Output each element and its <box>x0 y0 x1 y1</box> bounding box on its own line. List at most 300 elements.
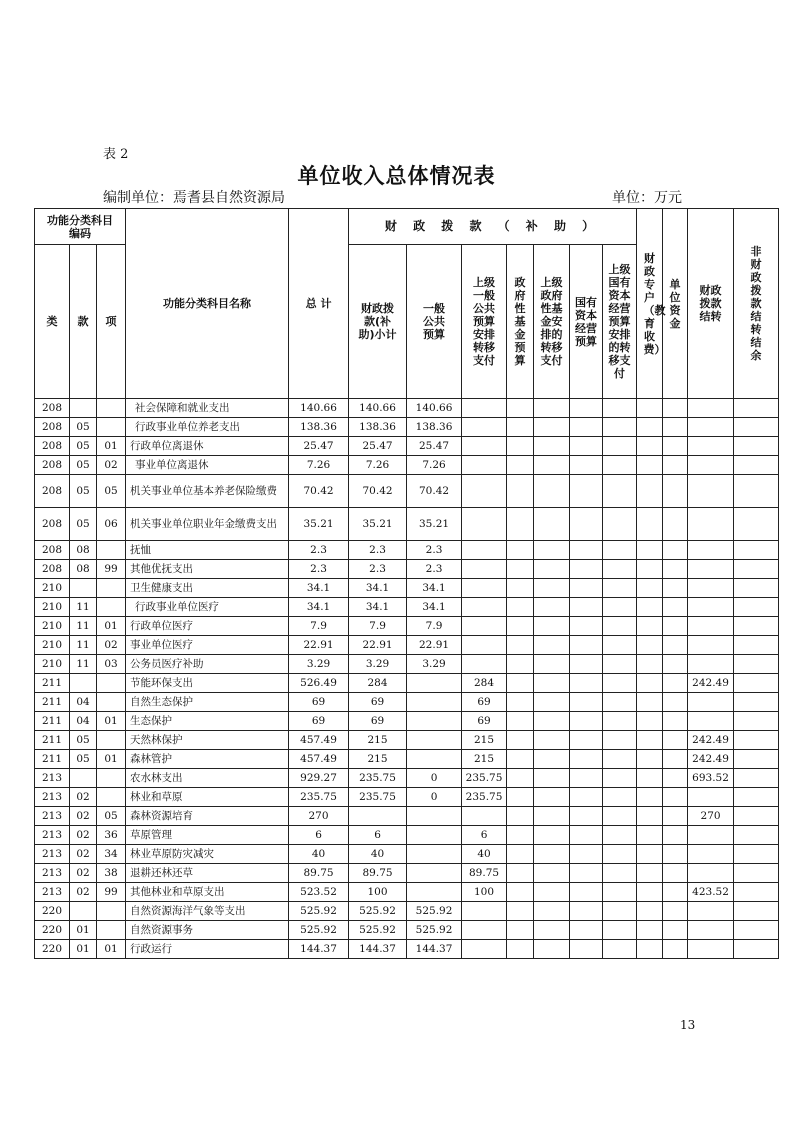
xiang-cell: 38 <box>97 864 126 883</box>
total-cell: 2.3 <box>289 560 349 579</box>
table-row <box>35 845 779 864</box>
table-row <box>35 399 779 418</box>
non-fiscal-carry-cell <box>734 541 779 560</box>
xiang-cell <box>97 921 126 940</box>
upper-gov-fund-cell <box>534 541 570 560</box>
kuan-cell: 11 <box>70 636 97 655</box>
non-fiscal-carry-cell <box>734 437 779 456</box>
state-capital-cell <box>570 655 603 674</box>
table-row <box>35 418 779 437</box>
gov-fund-cell <box>507 508 534 541</box>
upper-gov-fund-cell <box>534 921 570 940</box>
general-budget-cell <box>407 712 462 731</box>
fiscal-carry-cell <box>688 655 734 674</box>
total-cell: 525.92 <box>289 902 349 921</box>
kuan-cell: 05 <box>70 475 97 508</box>
gov-fund-cell <box>507 475 534 508</box>
xiang-cell: 99 <box>97 560 126 579</box>
upper-general-cell <box>462 617 507 636</box>
kuan-cell: 05 <box>70 456 97 475</box>
upper-state-capital-cell <box>603 712 637 731</box>
upper-gov-fund-cell <box>534 883 570 902</box>
state-capital-cell <box>570 864 603 883</box>
table-row <box>35 598 779 617</box>
general-budget-cell: 7.26 <box>407 456 462 475</box>
lei-cell: 220 <box>35 940 70 959</box>
item-name-cell: 森林资源培育 <box>126 807 289 826</box>
table-row <box>35 541 779 560</box>
fiscal-carry-cell <box>688 864 734 883</box>
unit-fund-cell <box>663 418 688 437</box>
item-name-cell: 生态保护 <box>126 712 289 731</box>
lei-cell: 211 <box>35 750 70 769</box>
unit-fund-cell <box>663 399 688 418</box>
xiang-cell: 02 <box>97 636 126 655</box>
state-capital-cell <box>570 674 603 693</box>
special-fund-cell <box>637 921 663 940</box>
unit-fund-header: 单位资金 <box>663 209 688 399</box>
total-cell: 3.29 <box>289 655 349 674</box>
upper-state-capital-cell <box>603 456 637 475</box>
table-row <box>35 579 779 598</box>
table-row <box>35 617 779 636</box>
fiscal-subtotal-cell: 22.91 <box>349 636 407 655</box>
total-cell: 7.9 <box>289 617 349 636</box>
total-cell: 22.91 <box>289 636 349 655</box>
table-row <box>35 807 779 826</box>
general-budget-cell <box>407 693 462 712</box>
fiscal-subtotal-cell: 100 <box>349 883 407 902</box>
gov-fund-cell <box>507 788 534 807</box>
non-fiscal-carry-cell <box>734 788 779 807</box>
fiscal-subtotal-cell: 235.75 <box>349 769 407 788</box>
upper-gov-fund-cell <box>534 655 570 674</box>
upper-general-cell: 235.75 <box>462 788 507 807</box>
special-fund-cell <box>637 418 663 437</box>
general-budget-cell <box>407 883 462 902</box>
upper-state-capital-cell <box>603 418 637 437</box>
general-budget-cell: 3.29 <box>407 655 462 674</box>
special-fund-cell <box>637 399 663 418</box>
upper-state-capital-cell <box>603 693 637 712</box>
gov-fund-cell <box>507 456 534 475</box>
fiscal-subtotal-cell: 140.66 <box>349 399 407 418</box>
func-code-header: 功能分类科目编码 <box>35 209 126 245</box>
unit-fund-cell <box>663 579 688 598</box>
xiang-cell: 99 <box>97 883 126 902</box>
special-fund-cell <box>637 456 663 475</box>
state-capital-cell <box>570 731 603 750</box>
special-fund-cell <box>637 712 663 731</box>
table-row <box>35 437 779 456</box>
upper-state-capital-cell <box>603 560 637 579</box>
special-fund-cell <box>637 731 663 750</box>
special-fund-cell <box>637 674 663 693</box>
xiang-cell: 36 <box>97 826 126 845</box>
xiang-cell: 01 <box>97 437 126 456</box>
lei-cell: 210 <box>35 598 70 617</box>
general-budget-header: 一般公共预算 <box>407 245 462 399</box>
xiang-cell <box>97 399 126 418</box>
general-budget-cell: 35.21 <box>407 508 462 541</box>
non-fiscal-carry-cell <box>734 750 779 769</box>
special-fund-cell <box>637 598 663 617</box>
unit-fund-cell <box>663 826 688 845</box>
fiscal-subtotal-cell: 215 <box>349 731 407 750</box>
unit-fund-cell <box>663 541 688 560</box>
fiscal-subtotal-header: 财政拨款(补助)小计 <box>349 245 407 399</box>
special-fund-cell <box>637 541 663 560</box>
fiscal-subtotal-cell: 7.26 <box>349 456 407 475</box>
fiscal-subtotal-cell: 3.29 <box>349 655 407 674</box>
kuan-cell: 08 <box>70 541 97 560</box>
unit-fund-cell <box>663 940 688 959</box>
lei-cell: 210 <box>35 636 70 655</box>
kuan-cell <box>70 579 97 598</box>
state-capital-cell <box>570 921 603 940</box>
state-capital-cell <box>570 750 603 769</box>
fiscal-carry-cell <box>688 712 734 731</box>
kuan-cell <box>70 674 97 693</box>
xiang-cell <box>97 769 126 788</box>
item-name-cell: 其他林业和草原支出 <box>126 883 289 902</box>
table-number: 表 2 <box>103 147 129 162</box>
fiscal-carry-header: 财政拨款结转 <box>688 209 734 399</box>
fiscal-subtotal-cell: 7.9 <box>349 617 407 636</box>
kuan-cell: 02 <box>70 845 97 864</box>
lei-header: 类 <box>35 245 70 399</box>
gov-fund-cell <box>507 864 534 883</box>
gov-fund-cell <box>507 437 534 456</box>
non-fiscal-carry-cell <box>734 579 779 598</box>
gov-fund-cell <box>507 598 534 617</box>
table-row <box>35 769 779 788</box>
general-budget-cell: 7.9 <box>407 617 462 636</box>
general-budget-cell <box>407 864 462 883</box>
total-cell: 929.27 <box>289 769 349 788</box>
general-budget-cell: 34.1 <box>407 579 462 598</box>
fiscal-carry-cell <box>688 418 734 437</box>
lei-cell: 220 <box>35 921 70 940</box>
gov-fund-cell <box>507 731 534 750</box>
state-capital-cell <box>570 579 603 598</box>
upper-general-cell <box>462 940 507 959</box>
xiang-cell <box>97 902 126 921</box>
upper-general-cell <box>462 902 507 921</box>
xiang-cell: 34 <box>97 845 126 864</box>
lei-cell: 213 <box>35 769 70 788</box>
gov-fund-header: 政府性基金预算 <box>507 245 534 399</box>
state-capital-cell <box>570 541 603 560</box>
special-fund-cell <box>637 560 663 579</box>
kuan-cell: 02 <box>70 788 97 807</box>
fiscal-carry-cell: 693.52 <box>688 769 734 788</box>
upper-state-capital-cell <box>603 807 637 826</box>
lei-cell: 210 <box>35 655 70 674</box>
fiscal-subtotal-cell: 138.36 <box>349 418 407 437</box>
special-fund-cell <box>637 902 663 921</box>
upper-state-capital-cell <box>603 750 637 769</box>
xiang-cell <box>97 418 126 437</box>
non-fiscal-carry-cell <box>734 864 779 883</box>
lei-cell: 208 <box>35 560 70 579</box>
non-fiscal-carry-cell <box>734 940 779 959</box>
unit-fund-cell <box>663 883 688 902</box>
upper-gov-fund-cell <box>534 807 570 826</box>
special-fund-cell <box>637 845 663 864</box>
fiscal-subtotal-cell: 215 <box>349 750 407 769</box>
non-fiscal-carry-cell <box>734 883 779 902</box>
fiscal-carry-cell <box>688 399 734 418</box>
general-budget-cell <box>407 731 462 750</box>
non-fiscal-carry-cell <box>734 636 779 655</box>
gov-fund-cell <box>507 399 534 418</box>
upper-general-cell <box>462 418 507 437</box>
compiling-unit: 编制单位：焉耆县自然资源局 <box>103 190 285 206</box>
upper-gov-fund-cell <box>534 902 570 921</box>
state-capital-cell <box>570 475 603 508</box>
kuan-cell: 05 <box>70 731 97 750</box>
state-capital-cell <box>570 418 603 437</box>
state-capital-cell <box>570 826 603 845</box>
unit-fund-cell <box>663 475 688 508</box>
upper-gov-fund-cell <box>534 418 570 437</box>
fiscal-subtotal-cell: 144.37 <box>349 940 407 959</box>
fiscal-carry-cell: 242.49 <box>688 750 734 769</box>
xiang-cell <box>97 731 126 750</box>
general-budget-cell: 138.36 <box>407 418 462 437</box>
unit-fund-cell <box>663 788 688 807</box>
state-capital-cell <box>570 902 603 921</box>
xiang-cell <box>97 674 126 693</box>
upper-general-cell <box>462 437 507 456</box>
kuan-cell: 02 <box>70 864 97 883</box>
special-fund-cell <box>637 693 663 712</box>
item-name-cell: 节能环保支出 <box>126 674 289 693</box>
fiscal-carry-cell <box>688 617 734 636</box>
total-cell: 25.47 <box>289 437 349 456</box>
upper-general-cell: 235.75 <box>462 769 507 788</box>
unit-fund-cell <box>663 845 688 864</box>
upper-state-capital-cell <box>603 940 637 959</box>
item-name-cell: 行政单位医疗 <box>126 617 289 636</box>
table-row <box>35 674 779 693</box>
table-row <box>35 693 779 712</box>
non-fiscal-carry-cell <box>734 769 779 788</box>
lei-cell: 208 <box>35 456 70 475</box>
general-budget-cell: 2.3 <box>407 560 462 579</box>
xiang-cell: 01 <box>97 617 126 636</box>
kuan-cell: 11 <box>70 617 97 636</box>
gov-fund-cell <box>507 807 534 826</box>
unit-fund-cell <box>663 560 688 579</box>
upper-gov-fund-cell <box>534 399 570 418</box>
item-name-cell: 社会保障和就业支出 <box>126 399 289 418</box>
gov-fund-cell <box>507 560 534 579</box>
total-cell: 526.49 <box>289 674 349 693</box>
xiang-cell <box>97 788 126 807</box>
table-row <box>35 826 779 845</box>
fiscal-carry-cell <box>688 598 734 617</box>
item-name-cell: 林业草原防灾减灾 <box>126 845 289 864</box>
upper-gov-fund-cell <box>534 788 570 807</box>
upper-general-cell <box>462 598 507 617</box>
gov-fund-cell <box>507 750 534 769</box>
state-capital-cell <box>570 508 603 541</box>
unit-fund-cell <box>663 731 688 750</box>
upper-state-capital-cell <box>603 399 637 418</box>
total-cell: 35.21 <box>289 508 349 541</box>
fiscal-subtotal-cell: 2.3 <box>349 541 407 560</box>
total-cell: 69 <box>289 712 349 731</box>
upper-gov-fund-cell <box>534 437 570 456</box>
upper-general-header: 上级一般公共预算安排转移支付 <box>462 245 507 399</box>
gov-fund-cell <box>507 883 534 902</box>
kuan-cell: 08 <box>70 560 97 579</box>
state-capital-cell <box>570 560 603 579</box>
state-capital-cell <box>570 399 603 418</box>
non-fiscal-carry-cell <box>734 693 779 712</box>
fiscal-carry-cell: 242.49 <box>688 731 734 750</box>
unit-fund-cell <box>663 921 688 940</box>
general-budget-cell: 2.3 <box>407 541 462 560</box>
non-fiscal-carry-cell <box>734 731 779 750</box>
table-row <box>35 456 779 475</box>
lei-cell: 213 <box>35 883 70 902</box>
table-row <box>35 902 779 921</box>
fiscal-carry-cell <box>688 788 734 807</box>
gov-fund-cell <box>507 693 534 712</box>
non-fiscal-carry-cell <box>734 712 779 731</box>
unit-fund-cell <box>663 456 688 475</box>
unit-fund-cell <box>663 617 688 636</box>
upper-general-cell <box>462 579 507 598</box>
unit-fund-cell <box>663 750 688 769</box>
item-name-cell: 抚恤 <box>126 541 289 560</box>
fiscal-carry-cell <box>688 636 734 655</box>
gov-fund-cell <box>507 712 534 731</box>
non-fiscal-carry-cell <box>734 399 779 418</box>
total-cell: 34.1 <box>289 579 349 598</box>
table-row <box>35 636 779 655</box>
upper-state-capital-cell <box>603 579 637 598</box>
total-cell: 235.75 <box>289 788 349 807</box>
lei-cell: 211 <box>35 731 70 750</box>
special-fund-cell <box>637 864 663 883</box>
kuan-cell: 01 <box>70 921 97 940</box>
upper-gov-fund-cell <box>534 456 570 475</box>
upper-gov-fund-cell <box>534 598 570 617</box>
state-capital-cell <box>570 769 603 788</box>
upper-general-cell <box>462 636 507 655</box>
table-row <box>35 864 779 883</box>
special-fund-cell <box>637 883 663 902</box>
xiang-cell <box>97 541 126 560</box>
xiang-cell <box>97 693 126 712</box>
upper-state-capital-cell <box>603 541 637 560</box>
kuan-cell <box>70 902 97 921</box>
total-cell: 2.3 <box>289 541 349 560</box>
state-capital-cell <box>570 807 603 826</box>
special-fund-cell <box>637 475 663 508</box>
lei-cell: 213 <box>35 788 70 807</box>
fiscal-subtotal-cell: 525.92 <box>349 921 407 940</box>
lei-cell: 211 <box>35 712 70 731</box>
fiscal-carry-cell <box>688 437 734 456</box>
kuan-cell: 02 <box>70 883 97 902</box>
non-fiscal-carry-cell <box>734 921 779 940</box>
kuan-cell: 04 <box>70 712 97 731</box>
special-fund-cell <box>637 617 663 636</box>
item-name-cell: 机关事业单位职业年金缴费支出 <box>126 508 289 541</box>
table-row <box>35 655 779 674</box>
fiscal-subtotal-cell: 35.21 <box>349 508 407 541</box>
fiscal-subtotal-cell: 2.3 <box>349 560 407 579</box>
upper-general-cell: 69 <box>462 712 507 731</box>
item-name-cell: 卫生健康支出 <box>126 579 289 598</box>
upper-general-cell <box>462 655 507 674</box>
upper-state-capital-cell <box>603 845 637 864</box>
fiscal-carry-cell <box>688 845 734 864</box>
non-fiscal-carry-cell <box>734 902 779 921</box>
upper-gov-fund-header: 上级政府性基金安排的转移支付 <box>534 245 570 399</box>
upper-general-cell: 40 <box>462 845 507 864</box>
non-fiscal-carry-header: 非财政拨款结转结余 <box>734 209 779 399</box>
gov-fund-cell <box>507 541 534 560</box>
non-fiscal-carry-cell <box>734 826 779 845</box>
upper-state-capital-cell <box>603 655 637 674</box>
general-budget-cell: 0 <box>407 769 462 788</box>
upper-gov-fund-cell <box>534 475 570 508</box>
general-budget-cell: 525.92 <box>407 902 462 921</box>
upper-general-cell <box>462 560 507 579</box>
fiscal-subtotal-cell: 25.47 <box>349 437 407 456</box>
upper-gov-fund-cell <box>534 636 570 655</box>
item-name-cell: 行政事业单位医疗 <box>126 598 289 617</box>
table-row <box>35 788 779 807</box>
kuan-cell <box>70 769 97 788</box>
upper-general-cell: 100 <box>462 883 507 902</box>
upper-state-capital-cell <box>603 437 637 456</box>
item-name-cell: 行政单位离退休 <box>126 437 289 456</box>
unit-fund-cell <box>663 598 688 617</box>
upper-gov-fund-cell <box>534 674 570 693</box>
fiscal-carry-cell <box>688 541 734 560</box>
lei-cell: 220 <box>35 902 70 921</box>
non-fiscal-carry-cell <box>734 418 779 437</box>
general-budget-cell: 144.37 <box>407 940 462 959</box>
xiang-cell <box>97 579 126 598</box>
gov-fund-cell <box>507 769 534 788</box>
fiscal-subtotal-cell: 34.1 <box>349 579 407 598</box>
special-fund-cell <box>637 807 663 826</box>
fiscal-carry-cell <box>688 921 734 940</box>
xiang-cell: 06 <box>97 508 126 541</box>
general-budget-cell <box>407 750 462 769</box>
fiscal-subtotal-cell <box>349 807 407 826</box>
total-cell: 89.75 <box>289 864 349 883</box>
lei-cell: 208 <box>35 508 70 541</box>
special-fund-cell <box>637 579 663 598</box>
lei-cell: 208 <box>35 475 70 508</box>
kuan-header: 款 <box>70 245 97 399</box>
state-capital-cell <box>570 940 603 959</box>
total-cell: 457.49 <box>289 750 349 769</box>
upper-gov-fund-cell <box>534 845 570 864</box>
table-row <box>35 731 779 750</box>
upper-gov-fund-cell <box>534 769 570 788</box>
gov-fund-cell <box>507 617 534 636</box>
